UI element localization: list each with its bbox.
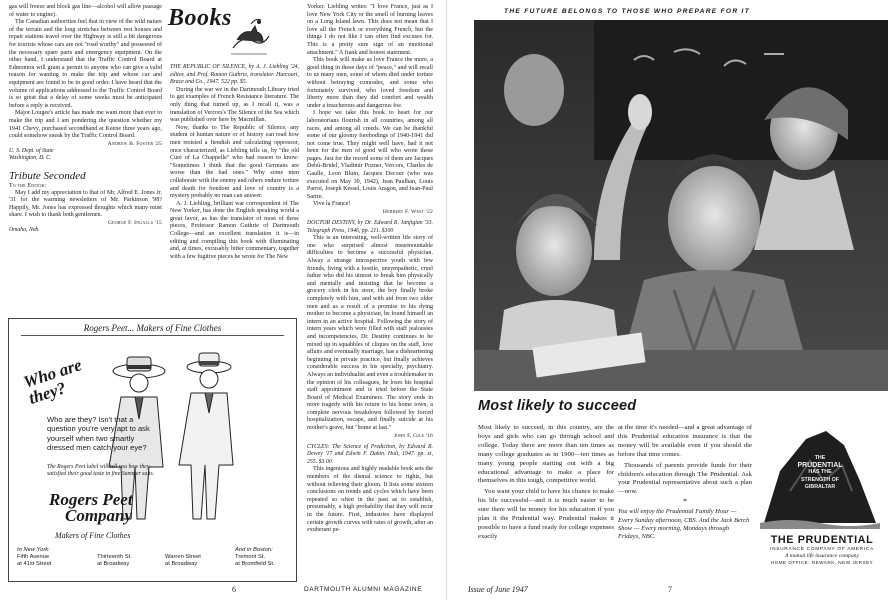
page-number-right: 7 bbox=[668, 585, 672, 594]
company-name: INSURANCE COMPANY OF AMERICA bbox=[770, 547, 874, 552]
letter-heading: Tribute Seconded bbox=[9, 169, 86, 182]
ad-body-text: Thousands of parents provide funds for their children's education through The Prudential. Ask your Prudential representative about such a plan—now. bbox=[618, 461, 752, 496]
letter-text: The Canadian authorities feel that in view of the wild nature of the terrain and the long stretches between rest houses and repair stations travel over the Highway is still a bit dangerous for tourists whose cars are not "road worthy" and possessed of the necessary spare parts and emergency equipment. On the other hand, I understand that the Traffic Control Board at Edmonton will grant a permit to anyone who can give a valid reason for wanting to make the trip and whose car and equipment are found to be in good order. I have heard that the volume of applications addressed to the Traffic Control Board is so great that a delay of some weeks must be anticipated before a reply is received. bbox=[9, 19, 162, 109]
ad-tagline: Makers of Fine Clothes bbox=[55, 531, 131, 540]
rock-caption: THE PRUDENTIAL HAS THE STRENGTH OF GIBRALTAR bbox=[797, 455, 843, 490]
letters-column bbox=[9, 4, 162, 234]
store-location: Thirteenth St. at Broadway bbox=[97, 553, 132, 567]
books-heading: Books bbox=[168, 5, 232, 31]
divider bbox=[21, 335, 284, 336]
review-text: Yorker. Liebling writes: "I love France, just as I love New York City or the smell of burning leaves on a Long Island lawn. This does not mean that I love all the French or everything French, but the things I do not like I can often find excuses for. This is a pretty sure sign of an emotional attachment." A frank and honest statement. bbox=[307, 4, 433, 56]
page-number-left: 6 bbox=[232, 585, 236, 594]
separator-star: * bbox=[683, 497, 687, 507]
ad-headline: Most likely to succeed bbox=[478, 398, 637, 414]
company-office: HOME OFFICE: NEWARK, NEW JERSEY bbox=[770, 560, 874, 565]
ad-body-text: You want your child to have his chance to make his life successful—and it is much easier to be sure there will be money for his education if you plan it the Prudential way. Prudential makes it possible to have a fund ready for college expenses exactly bbox=[478, 488, 614, 540]
review-citation: DOCTOR DESTINY, by Dr. Edward R. Janjigian '33. Telegraph Press, 1946, pp. 211. $300 bbox=[307, 220, 433, 234]
classroom-photograph bbox=[474, 20, 888, 391]
rogers-peet-ad bbox=[8, 318, 297, 582]
ad-body-column-2 bbox=[618, 424, 752, 542]
store-location: And in Boston: Tremont St. at Bromfield St. bbox=[235, 547, 275, 567]
review-citation: THE REPUBLIC OF SILENCE, by A. J. Liebling '24, editor, and Prof. Ramon Guthrie, translator. Harcourt, Brace and Co., 1947. 522 pp. $5. bbox=[170, 64, 299, 86]
letter-signature: George F. Ingalls '15 bbox=[107, 220, 162, 227]
letter-address: Omaha, Neb. bbox=[9, 227, 40, 234]
ad-blurb: The Rogers Peet label will tell you how they satisfied their good taste in fine Summer suits. bbox=[47, 464, 155, 477]
books-column-1 bbox=[170, 64, 299, 261]
ad-body-text: Most likely to succeed, in this country, are the boys and girls who can go through school and college. Today there are more than ten times as many college graduates as in 1900—ten times as many young people starting out with a big educational advantage to make a place for themselves in this tough, competitive world. bbox=[478, 424, 614, 485]
ad-banner: THE FUTURE BELONGS TO THOSE WHO PREPARE FOR IT bbox=[504, 8, 751, 15]
magazine-title: DARTMOUTH ALUMNI MAGAZINE bbox=[304, 586, 423, 593]
company-mutual: A mutual life insurance company bbox=[785, 553, 859, 559]
letter-salutation: To the Editor: bbox=[9, 182, 47, 189]
review-text: This ingenious and highly readable book sets the members of the dismal science to rights, but without relieving their gloom. It lists some sixteen conclusions on trends and cycles which have been repeated so often in the past as to establish, presumably, a high probability that they will recur in the future. First, industries have displayed certain growth curves with rates of growth, after an exuberant pe- bbox=[307, 466, 433, 534]
letter-signature: Andrew B. Foster '25 bbox=[107, 140, 162, 147]
ad-question: Who are they? Isn't that a question you're very apt to ask yourself when two smartly dressed men catch your eye? bbox=[47, 415, 150, 453]
letter-text: May I add my appreciation to that of Mr. Alfred E. Jones Jr. '31 for the warming newsletters of Mr. Parkinson '98? Happily, Mr. Jones has expressed thoughts which many must share. I wish to thank both gentlemen. bbox=[9, 189, 162, 219]
review-text: Vive la France! bbox=[313, 201, 351, 208]
letter-text: Major Lougee's article has made me want more than ever to make the trip and I am pondering the question whether my 1941 Chevy, purchased secondhand at Keene three years ago, could somehow sneak by the Traffic Control Board. bbox=[9, 110, 162, 140]
letter-address: U. S. Dept. of State bbox=[9, 147, 54, 154]
store-location: Warren Street at Broadway bbox=[165, 553, 201, 567]
review-text: I hope we take this book to heart for our laboratorians flourish in all countries, among all races, and among all creeds. We can be thankful some of our gloomy forebodings of 1940-1941 did not come true. They might well have, had it not been for the men of good will who wrote these pages. Just for the record some of them are Jacques Debû-Bridel, Vladimir Pozner, Vercors, Charles de Gaulle, Leon Blum, Jacques Decour (who was executed on May 30, 1942), Jean Paulhan, Louis Parrot, Joseph Kessel, Louis Aragon, and Jean-Paul Sartre. bbox=[307, 110, 433, 200]
books-column-2 bbox=[307, 4, 433, 535]
script-question: Who are they? bbox=[21, 355, 85, 408]
letter-address: Washington, D. C. bbox=[9, 154, 52, 161]
company-logo-text: THE PRUDENTIAL bbox=[770, 534, 874, 546]
radio-notice: You will enjoy the Prudential Family Hour — Every Sunday afternoon, CBS. And the Jack Berch Show — Every morning, Mondays through Fridays, NBC. bbox=[618, 508, 750, 541]
letter-text: gas will freeze and block gas line—alcohol will allow passage of water to engine). bbox=[9, 4, 162, 18]
review-signature: John F. Gile '16 bbox=[393, 432, 433, 439]
issue-date: Issue of June 1947 bbox=[468, 585, 528, 594]
ad-body-text: at the time it's needed—and a great advantage of this Prudential education insurance is that the money will be available even if you should die before that time comes. bbox=[618, 424, 752, 458]
rock-of-gibraltar-logo bbox=[760, 411, 880, 529]
rogers-peet-logo: Rogers Peet bbox=[49, 490, 133, 509]
ad-body-column-1 bbox=[478, 424, 614, 542]
gutter bbox=[446, 0, 447, 600]
prudential-signature bbox=[758, 534, 886, 565]
review-text: This is an interesting, well-written life story of one who surprised almost insurmountable difficulties to become a successful physician. Alway a strange introspective youth with few friends, living with a hostile, unsympathetic, cruel father who did his utmost to break him physically and mentally and insisting that he become a grocery clerk in his store, the boy finally broke completely with him, and with aid from two older men and as a result of a promise to his dying mother to become a physician, he found himself an intern in an active hospital. Following the story of intern years which were filled with staff jealousies and incompetencies, Dr. Destiny continues to be mixed up in squabbles of cliques on the staff, love affairs and eventually marriage, has a disheartening beginning in private practice, but finally achieves considerable success in his specialty, psychiatry. Always an individualist and even a troublemaker in the opinion of his colleagues, he loses his hospital staff appointment and is tried before the State Board of Medical Examiners. The story ends in more tragedy with his return to his home town, a complete nervous breakdown followed by forced hospitalization, escape, and finally suicide at his mother's grave, but "home at last." bbox=[307, 235, 433, 432]
review-text: This book will make us love France the more, a good thing in these days of "peace," and will recall to us many men, some of whom died under torture without betraying comrades, and some who fortunately survived, who loved freedom and liberty more than they did comfort and wealth under a treacherous and dangerous foe. bbox=[307, 57, 433, 109]
rogers-peet-logo-line-2: Company bbox=[65, 506, 133, 525]
review-text: A. J. Liebling, brilliant war correspondent of The New Yorker, has done the English speaking world a great favor, as has the translator of most of these pieces, Professor Ramon Guthrie of Dartmouth College—and an excellent translation it is—in editing and compiling this book with illuminating and, at times, excusably bitter commentary, together with a few fugitive pieces he wrote for The New bbox=[170, 200, 299, 260]
birds-sketch-illustration bbox=[225, 10, 273, 58]
review-signature: Herbert F. West '22 bbox=[382, 209, 433, 216]
review-citation: CYCLES: The Science of Prediction, by Edward R. Dewey '17 and Edwin F. Dakin. Holt, 1947. pp. xi, 255. $3.00. bbox=[307, 443, 433, 465]
store-location: In New York: Fifth Avenue at 41st Street bbox=[17, 547, 52, 567]
review-text: During the war we in the Dartmouth Library tried to get examples of French Resistance literature. The only thing that turned up, as I recall it, was a translation of Vercors's The Silence of the Sea which was published over here by Macmillan. bbox=[170, 86, 299, 124]
review-text: Now, thanks to The Republic of Silence, any student of human nature or of history can read how men resisted a fiendish and calculating oppressor, once characterized, as Liebling tells us, by "the old Curé of La Chappelle" who had reason to know: "Sometimes I think that the good Germans are worse than the bad ones." Why some men collaborate with the enemy and others endure torture and death for freedom and love of country is a mystery probably no man can answer. bbox=[170, 124, 299, 200]
ad-top-banner: Rogers Peet... Makers of Fine Clothes bbox=[83, 323, 222, 333]
